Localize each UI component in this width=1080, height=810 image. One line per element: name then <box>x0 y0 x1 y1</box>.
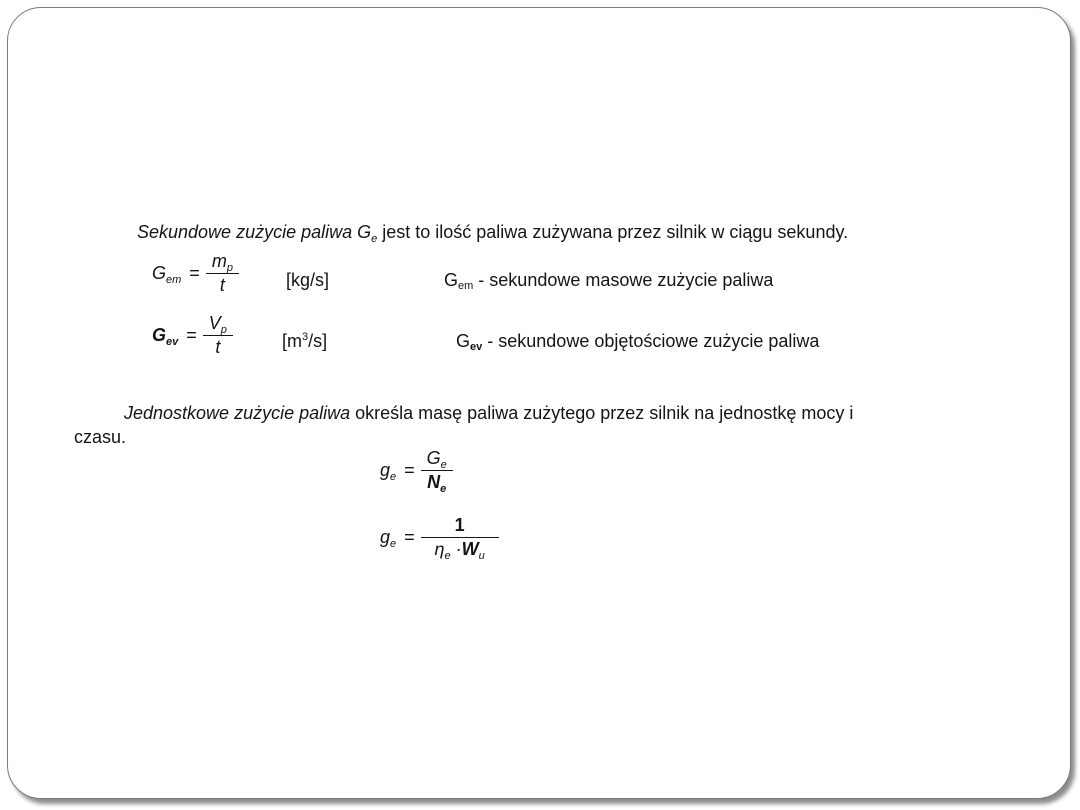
equals-sign: = <box>186 325 197 345</box>
paragraph-text: określa masę paliwa zużytego przez silnik na jednostkę mocy i <box>350 403 854 423</box>
fraction-denominator: t <box>219 275 225 295</box>
formula-lhs: $g_e$ <box>380 460 397 483</box>
fraction-numerator: $m_p$ <box>211 251 233 274</box>
paragraph-unit-consumption-line2: czasu. <box>74 427 127 447</box>
fraction-denominator: $\eta_e \cdot W_u$ <box>434 539 485 562</box>
fraction-numerator: $G_e$ <box>426 448 447 471</box>
paragraph-seconds-consumption <box>137 222 848 243</box>
formula-ge-efficiency <box>380 514 499 561</box>
description-gev: Gev - sekundowe objętościowe zużycie paliwa <box>456 331 820 353</box>
term-subscript: e <box>371 233 378 245</box>
paragraph-text: jest to ilość paliwa zużywana przez silnik w ciągu sekundy. <box>377 222 849 242</box>
formula-ge-ratio <box>380 447 453 494</box>
formula-lhs: $G_{em}$ <box>152 263 182 286</box>
paragraph-unit-consumption <box>124 403 853 424</box>
fraction-numerator: $V_p$ <box>208 313 227 336</box>
term-unit-consumption: Jednostkowe zużycie paliwa <box>124 403 351 423</box>
fraction <box>206 250 239 297</box>
fraction <box>203 312 233 359</box>
term-seconds-consumption: Sekundowe zużycie paliwa G <box>137 222 372 242</box>
fraction-denominator: $N_e$ <box>427 472 447 495</box>
fraction-numerator: 1 <box>454 515 465 535</box>
equals-sign: = <box>404 460 415 480</box>
fraction <box>421 514 499 561</box>
fraction <box>421 447 453 494</box>
equals-sign: = <box>404 527 415 547</box>
equals-sign: = <box>189 263 200 283</box>
fraction-denominator: t <box>215 337 221 357</box>
formula-lhs: $g_e$ <box>380 527 397 550</box>
unit-kg-per-s: [kg/s] <box>286 270 330 290</box>
description-gem: Gem - sekundowe masowe zużycie paliwa <box>444 270 774 292</box>
formula-gem <box>152 250 239 297</box>
unit-m3-per-s: $[m^3/s]$ <box>282 331 328 351</box>
formula-lhs: $G_{ev}$ <box>152 325 179 348</box>
formula-gev <box>152 312 233 359</box>
